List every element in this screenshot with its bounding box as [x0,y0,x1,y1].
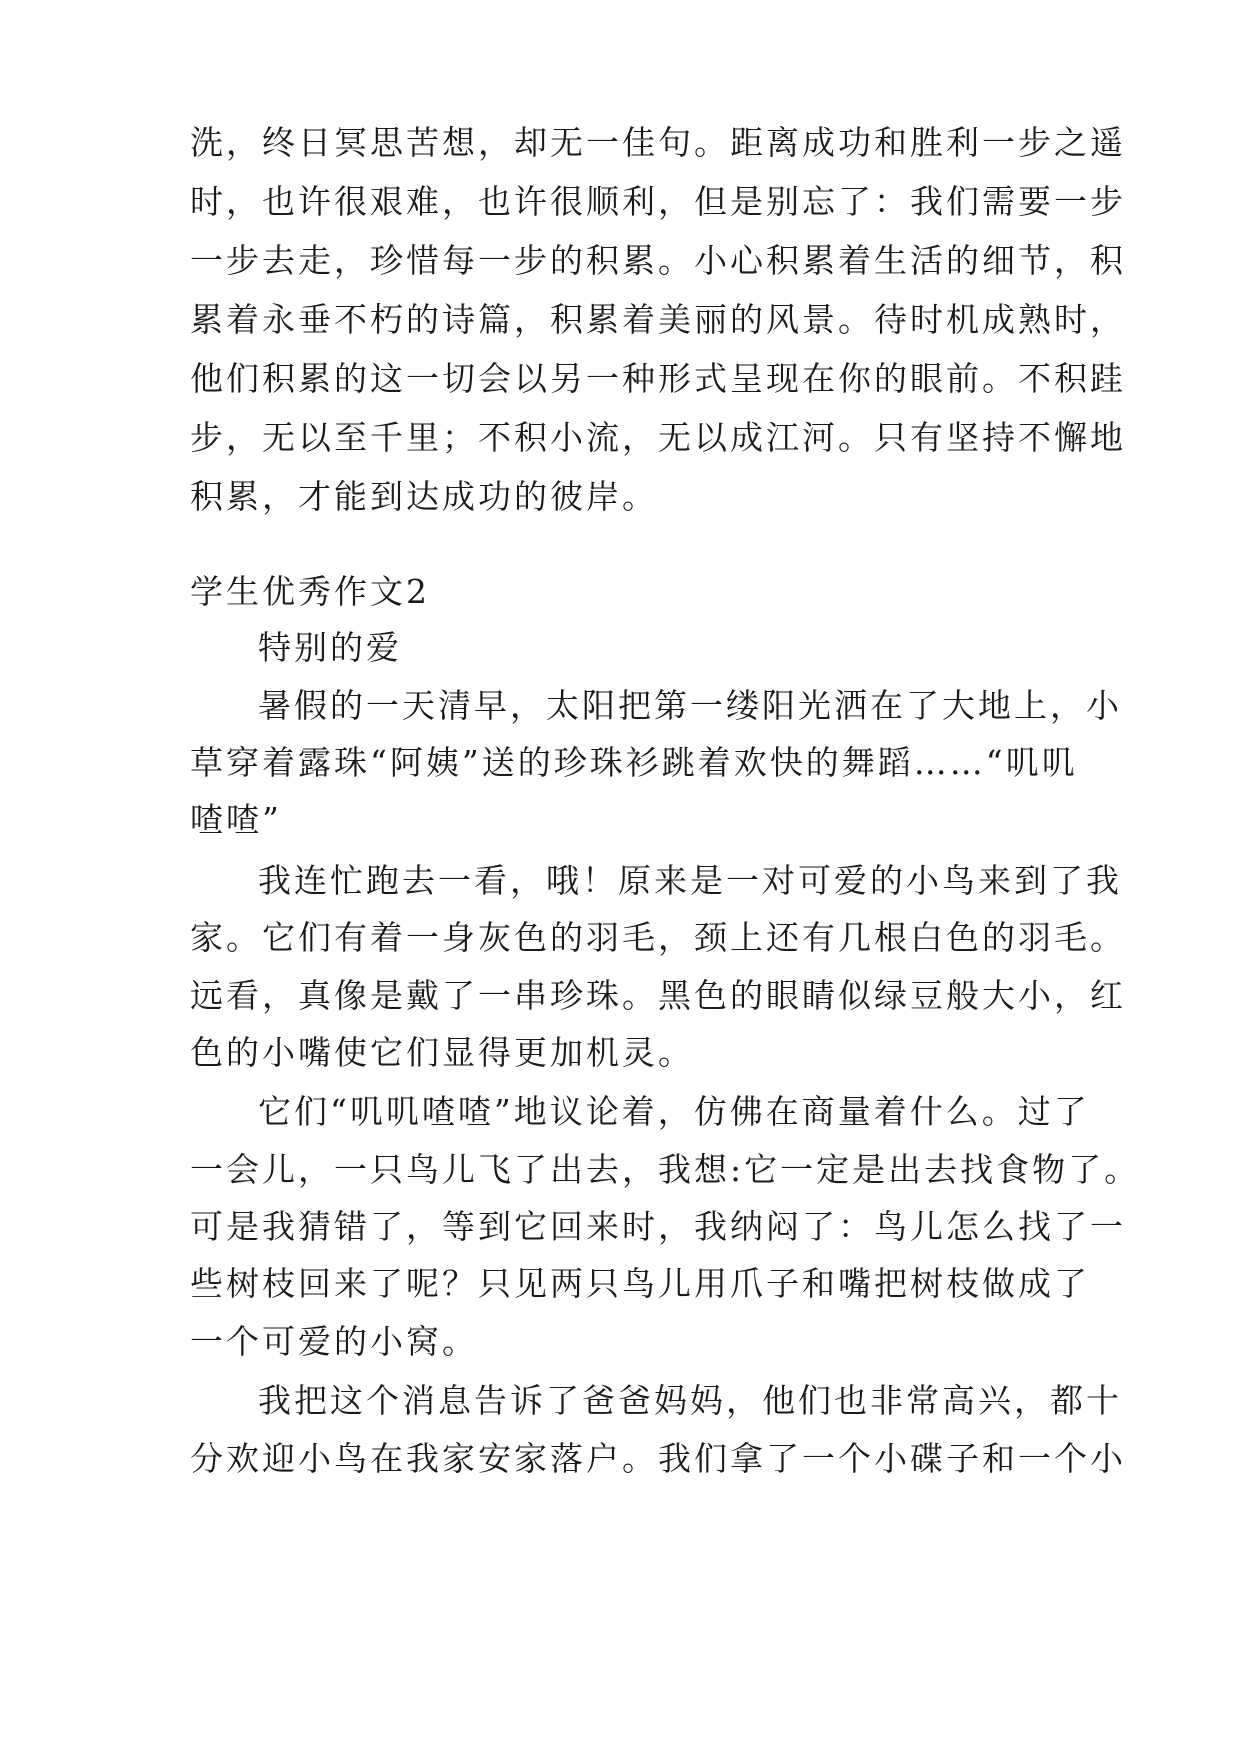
text-line: 洗，终日冥思苦想，却无一佳句。距离成功和胜利一步之遥 [190,123,1126,162]
paragraph-line: 分欢迎小鸟在我家安家落户。我们拿了一个小碟子和一个小 [190,1438,1126,1478]
paragraph-line: 一个可爱的小窝。 [190,1321,478,1361]
paragraph-line: 可是我猜错了，等到它回来时，我纳闷了：鸟儿怎么找了一 [190,1207,1126,1247]
paragraph-line: 喳喳” [190,800,282,840]
paragraph-line: 暑假的一天清早，太阳把第一缕阳光洒在了大地上，小 [258,685,1122,725]
paragraph-line: 远看，真像是戴了一串珍珠。黑色的眼睛似绿豆般大小，红 [190,975,1126,1015]
paragraph-line: 色的小嘴使它们显得更加机灵。 [190,1033,694,1073]
text-line: 一步去走，珍惜每一步的积累。小心积累着生活的细节，积 [190,241,1126,281]
paragraph-line: 草穿着露珠“阿姨”送的珍珠衫跳着欢快的舞蹈……“叽叽 [190,742,1078,782]
text-line: 步，无以至千里；不积小流，无以成江河。只有坚持不懈地 [190,418,1126,458]
paragraph-line: 些树枝回来了呢？只见两只鸟儿用爪子和嘴把树枝做成了 [190,1264,1090,1304]
paragraph-line: 我把这个消息告诉了爸爸妈妈，他们也非常高兴，都十 [258,1381,1122,1421]
text-line: 他们积累的这一切会以另一种形式呈现在你的眼前。不积跬 [190,359,1126,399]
section-heading: 学生优秀作文2 [190,572,430,612]
paragraph-line: 家。它们有着一身灰色的羽毛，颈上还有几根白色的羽毛。 [190,918,1126,958]
paragraph-line: 一会儿，一只鸟儿飞了出去，我想:它一定是出去找食物了。 [190,1149,1141,1189]
paragraph-line: 我连忙跑去一看，哦！原来是一对可爱的小鸟来到了我 [258,861,1122,900]
text-line: 积累，才能到达成功的彼岸。 [190,477,658,517]
essay-title: 特别的爱 [258,628,402,668]
paragraph-line: 它们“叽叽喳喳”地议论着，仿佛在商量着什么。过了 [258,1092,1090,1132]
text-line: 时，也许很艰难，也许很顺利，但是别忘了：我们需要一步 [190,182,1126,222]
text-line: 累着永垂不朽的诗篇，积累着美丽的风景。待时机成熟时， [190,300,1126,340]
